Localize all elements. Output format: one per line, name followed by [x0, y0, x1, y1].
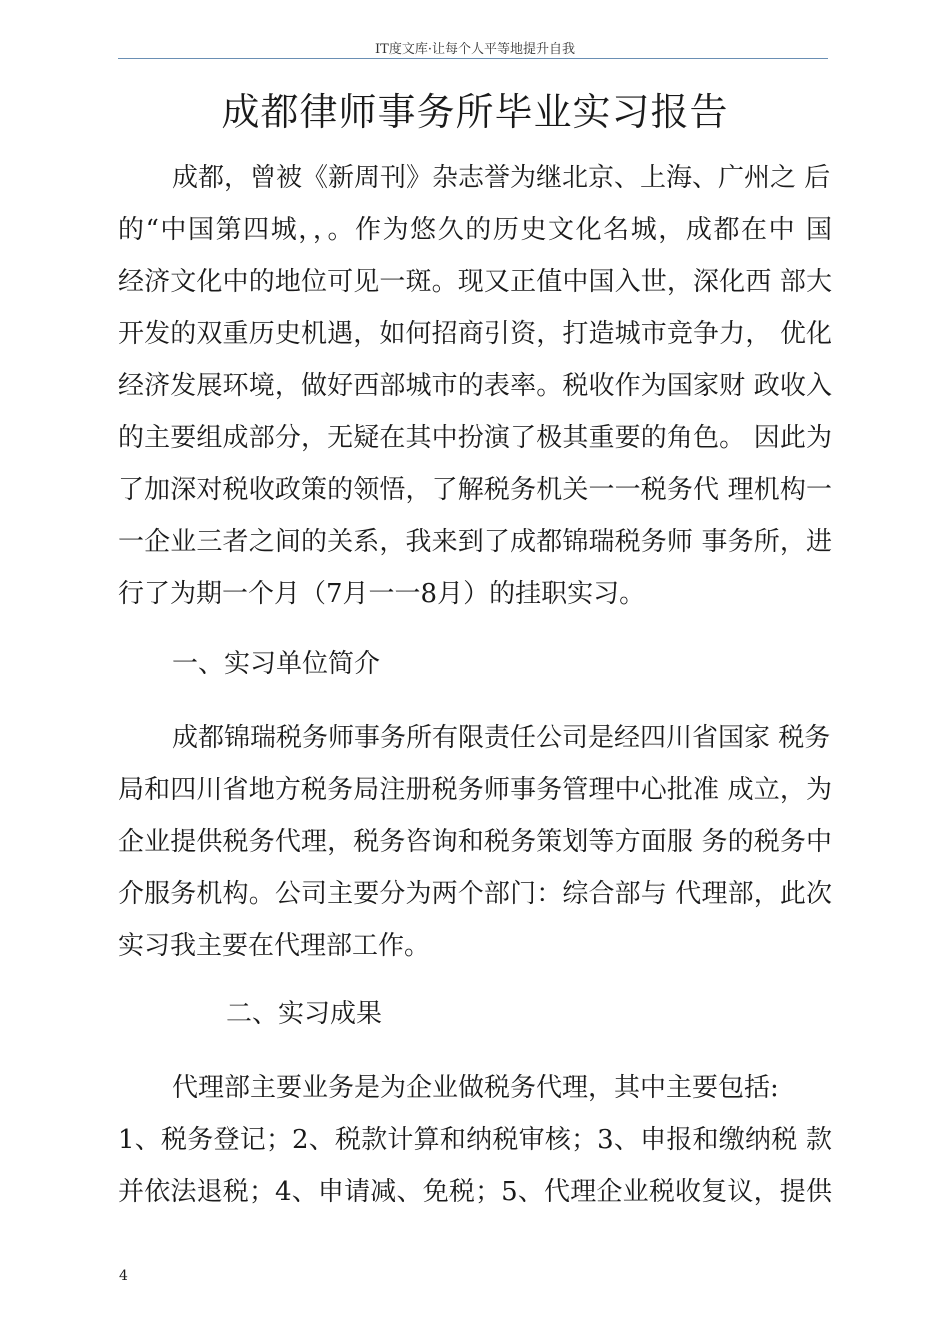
page-header: IT度文库·让每个人平等地提升自我 [375, 42, 575, 57]
document-title: 成都律师事务所毕业实习报告 [221, 90, 729, 134]
section-line: 实习我主要在代理部工作。 [118, 931, 431, 961]
intro-line: 的主要组成部分，无疑在其中扮演了极其重要的角色。 因此为 [118, 423, 832, 453]
intro-line: 了加深对税收政策的领悟，了解税务机关一一税务代 理机构一 [118, 475, 832, 505]
section-line: 局和四川省地方税务局注册税务师事务管理中心批准 成立，为 [118, 775, 832, 805]
section-line: 并依法退税；4、申请减、免税；5、代理企业税收复议，提供 [118, 1177, 832, 1207]
section-heading: 二、实习成果 [226, 999, 383, 1029]
section-line: 企业提供税务代理，税务咨询和税务策划等方面服 务的税务中 [118, 827, 832, 857]
intro-line: 经济文化中的地位可见一斑。现又正值中国入世，深化西 部大 [118, 267, 832, 297]
page-number: 4 [119, 1268, 128, 1284]
section-line: 1、税务登记；2、税款计算和纳税审核；3、申报和缴纳税 款 [118, 1125, 832, 1155]
intro-line: 成都，曾被《新周刊》杂志誉为继北京、上海、广州之 后 [172, 163, 831, 193]
intro-line: 一企业三者之间的关系，我来到了成都锦瑞税务师 事务所，进 [118, 527, 832, 557]
section-line: 成都锦瑞税务师事务所有限责任公司是经四川省国家 税务 [172, 723, 831, 753]
section-line: 介服务机构。公司主要分为两个部门：综合部与 代理部，此次 [118, 879, 832, 909]
intro-line: 经济发展环境，做好西部城市的表率。税收作为国家财 政收入 [118, 371, 832, 401]
intro-line: 行了为期一个月（7月一一8月）的挂职实习。 [118, 579, 646, 609]
section-heading: 一、实习单位简介 [172, 649, 381, 679]
header-divider [118, 58, 828, 59]
section-line: 代理部主要业务是为企业做税务代理，其中主要包括: [172, 1073, 779, 1103]
intro-line: 开发的双重历史机遇，如何招商引资，打造城市竞争力， 优化 [118, 319, 832, 349]
intro-line: 的“中国第四城，，。作为悠久的历史文化名城，成都在中 国 [118, 215, 832, 245]
